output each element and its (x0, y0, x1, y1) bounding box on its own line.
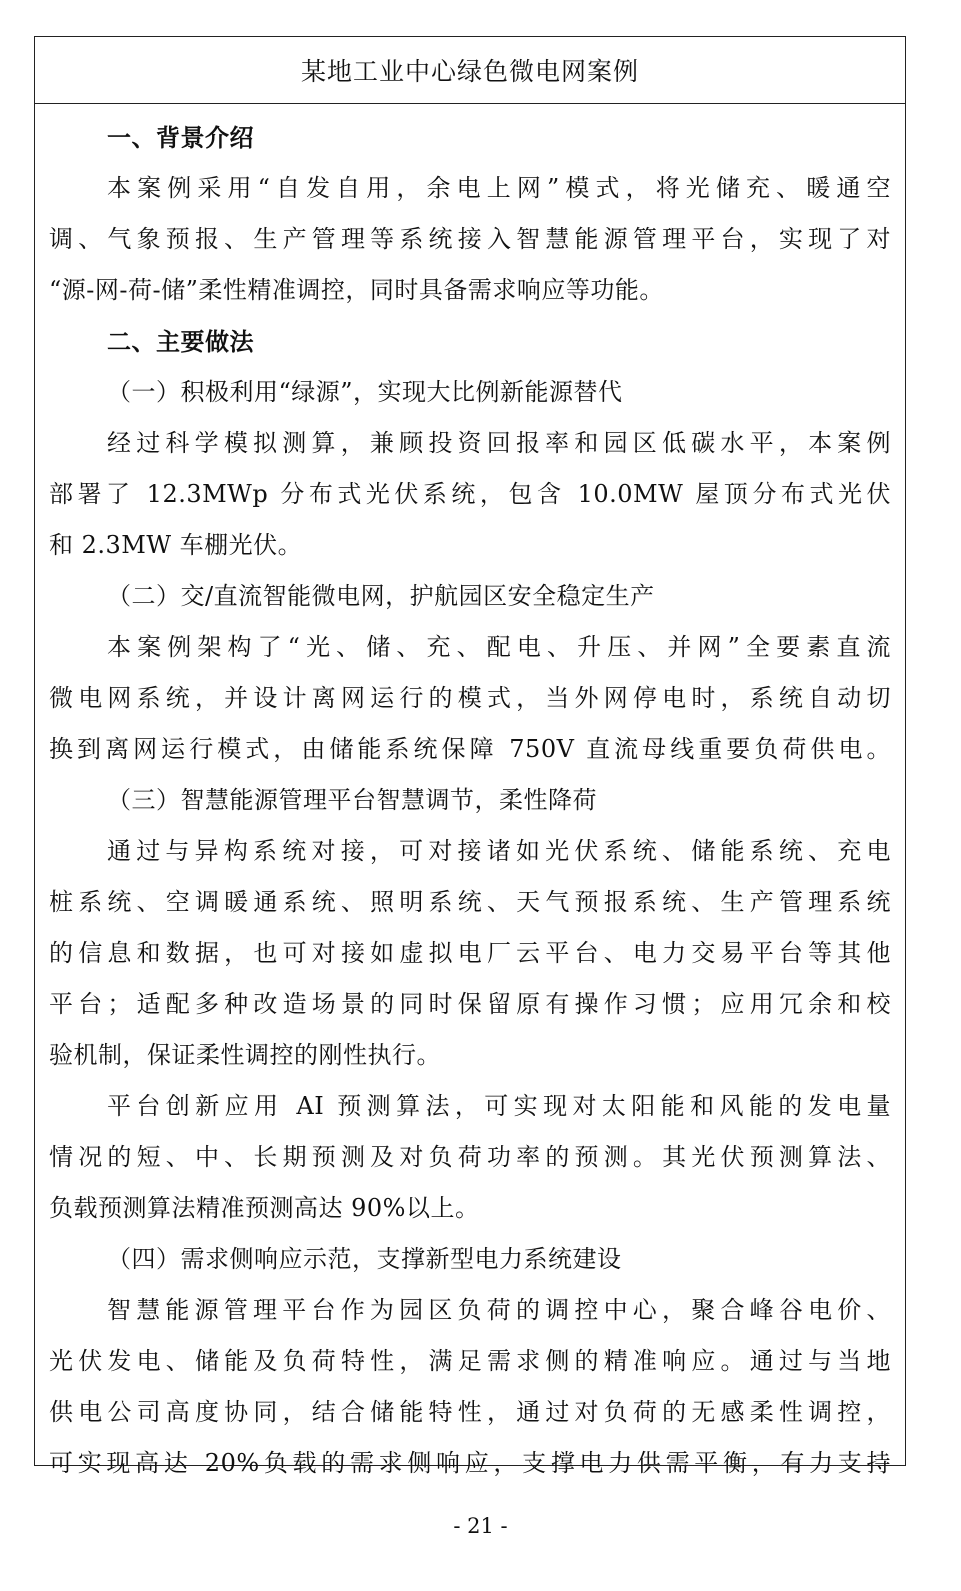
text-line: （四）需求侧响应示范，支撑新型电力系统建设 (107, 1245, 622, 1273)
text-line: 平台；适配多种改造场景的同时保留原有操作习惯；应用冗余和校 (49, 990, 891, 1018)
text-line: 可实现高达 20%负载的需求侧响应，支撑电力供需平衡，有力支持 (49, 1449, 891, 1477)
text-line: “源-网-荷-储”柔性精准调控，同时具备需求响应等功能。 (49, 276, 664, 304)
text-line: 和 2.3MW 车棚光伏。 (49, 531, 303, 559)
case-table (34, 36, 906, 1477)
section-heading: 二、主要做法 (107, 327, 254, 356)
content-cell (35, 104, 905, 1489)
text-line: 验机制，保证柔性调控的刚性执行。 (49, 1041, 441, 1069)
title-cell (35, 37, 905, 104)
text-line: 情况的短、中、长期预测及对负荷功率的预测。其光伏预测算法、 (49, 1143, 891, 1171)
text-line: （一）积极利用“绿源”，实现大比例新能源替代 (107, 378, 623, 406)
text-line: 经过科学模拟测算，兼顾投资回报率和园区低碳水平，本案例 (107, 429, 891, 457)
text-line: 本案例采用“自发自用，余电上网”模式，将光储充、暖通空 (107, 174, 891, 202)
text-line: 平台创新应用 AI 预测算法，可实现对太阳能和风能的发电量 (107, 1092, 891, 1120)
text-line: 光伏发电、储能及负荷特性，满足需求侧的精准响应。通过与当地 (49, 1347, 891, 1375)
text-line: （三）智慧能源管理平台智慧调节，柔性降荷 (107, 786, 597, 814)
text-line: 部署了 12.3MWp 分布式光伏系统，包含 10.0MW 屋顶分布式光伏 (49, 480, 891, 508)
text-line: 的信息和数据，也可对接如虚拟电厂云平台、电力交易平台等其他 (49, 939, 891, 967)
text-line: 调、气象预报、生产管理等系统接入智慧能源管理平台，实现了对 (49, 225, 891, 253)
text-line: 负载预测算法精准预测高达 90%以上。 (49, 1194, 480, 1222)
text-line: （二）交/直流智能微电网，护航园区安全稳定生产 (107, 582, 655, 610)
text-line: 智慧能源管理平台作为园区负荷的调控中心，聚合峰谷电价、 (107, 1296, 891, 1324)
page-number: - 21 - (453, 1514, 508, 1538)
text-line: 换到离网运行模式，由储能系统保障 750V 直流母线重要负荷供电。 (49, 735, 891, 763)
text-line: 桩系统、空调暖通系统、照明系统、天气预报系统、生产管理系统 (49, 888, 891, 916)
text-line: 通过与异构系统对接，可对接诸如光伏系统、储能系统、充电 (107, 837, 891, 865)
text-line: 本案例架构了“光、储、充、配电、升压、并网”全要素直流 (107, 633, 891, 661)
section-heading: 一、背景介绍 (107, 123, 254, 152)
text-line: 供电公司高度协同，结合储能特性，通过对负荷的无感柔性调控， (49, 1398, 891, 1426)
page-title: 某地工业中心绿色微电网案例 (300, 57, 639, 86)
text-line: 微电网系统，并设计离网运行的模式，当外网停电时，系统自动切 (49, 684, 891, 712)
